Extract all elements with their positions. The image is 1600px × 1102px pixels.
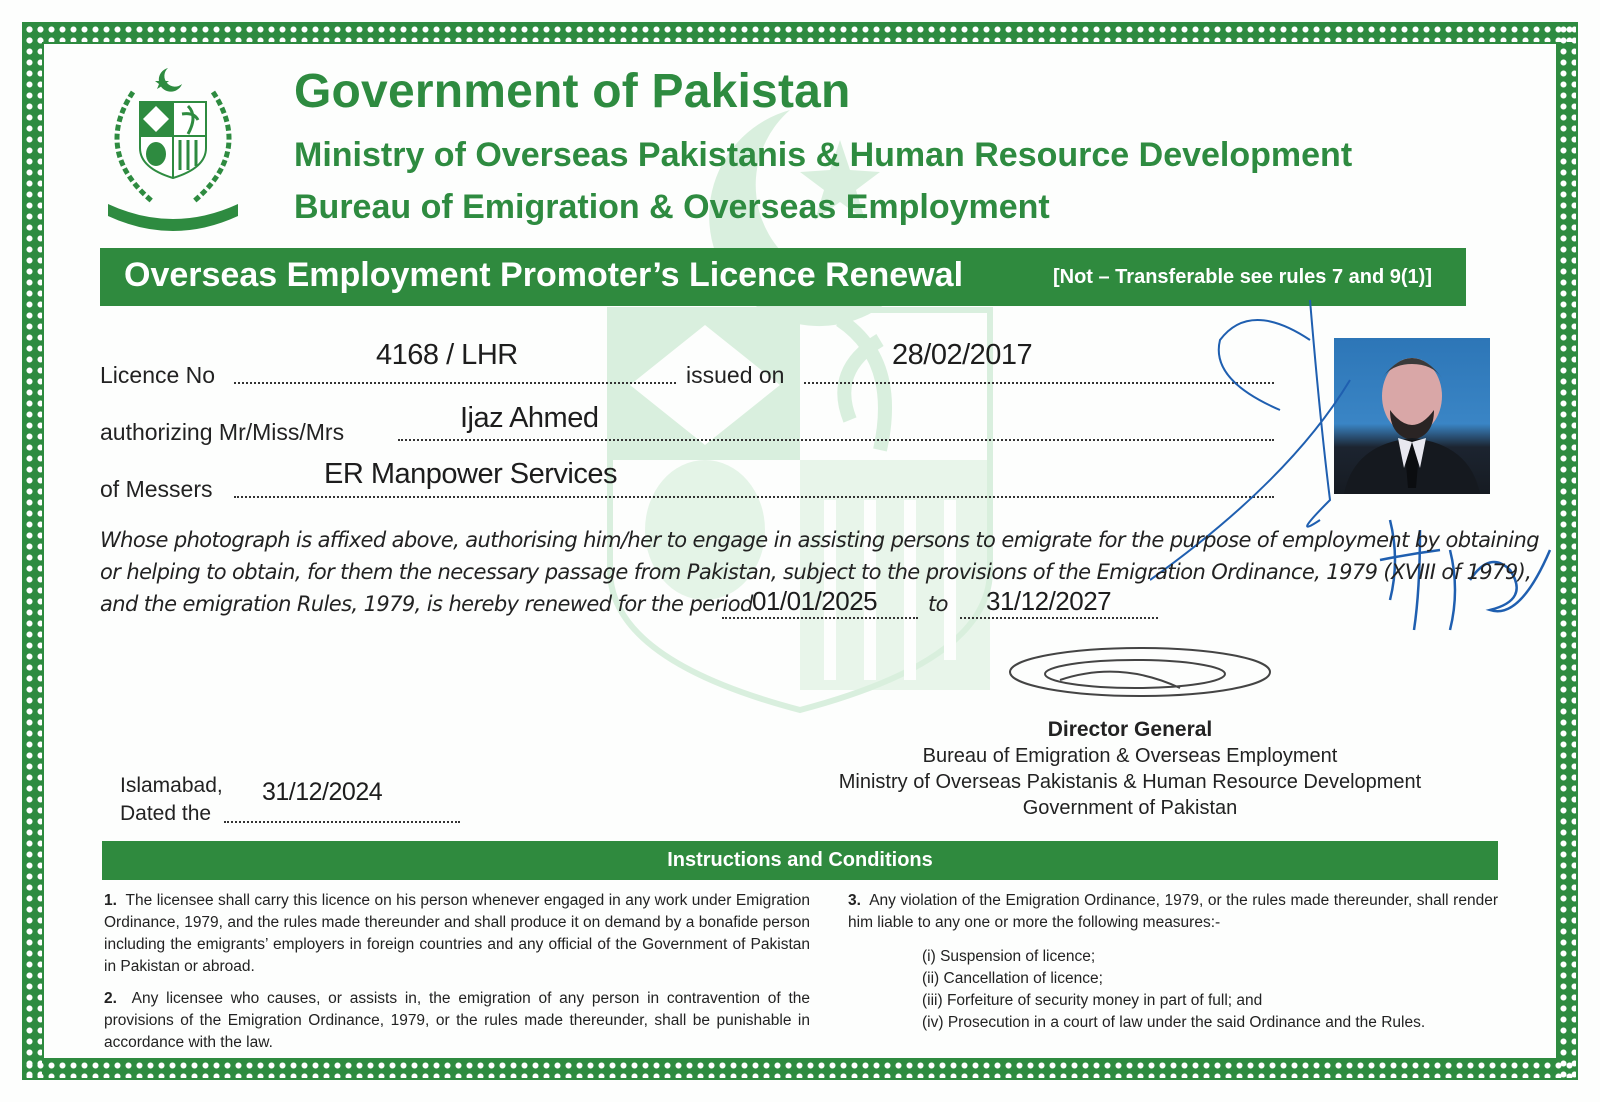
issued-on-value: 28/02/2017 (892, 339, 1033, 371)
period-to-label: to (928, 592, 948, 616)
authorisation-text-line-1: Whose photograph is affixed above, authorising him/her to engage in assisting persons to emigrate for the purpose of employment by obtaining (100, 528, 1539, 552)
instruction-number: 2. (104, 990, 117, 1007)
dated-value: 31/12/2024 (262, 778, 383, 806)
signatory-line-1: Bureau of Emigration & Overseas Employment (922, 745, 1338, 767)
measures-list (922, 946, 1425, 1034)
period-to-value: 31/12/2027 (986, 586, 1112, 616)
instruction-item-1 (104, 890, 810, 978)
period-to-line (960, 617, 1158, 619)
authorizing-name-value: Ijaz Ahmed (460, 402, 599, 434)
measure-item: (ii) Cancellation of licence; (922, 970, 1103, 987)
messers-label: of Messers (100, 476, 213, 502)
handwritten-signature-icon (1150, 280, 1570, 660)
measure-item: (i) Suspension of licence; (922, 948, 1096, 965)
measure-item: (iv) Prosecution in a court of law under the said Ordinance and the Rules. (922, 1014, 1426, 1031)
instructions-banner (102, 841, 1498, 880)
signatory-line-2: Ministry of Overseas Pakistanis & Human Resource Development (838, 771, 1422, 793)
dated-label: Dated the (120, 802, 212, 825)
header-ministry: Ministry of Overseas Pakistanis & Human Resource Development (294, 136, 1353, 174)
licence-no-line (234, 382, 676, 384)
authorisation-text-line-2: or helping to obtain, for them the necessary passage from Pakistan, subject to the provisions of the Emigration Ordinance, 1979 (XVIII of 1979), (100, 560, 1532, 584)
messers-name-value: ER Manpower Services (324, 458, 617, 490)
measure-item: (iii) Forfeiture of security money in part of full; and (922, 992, 1263, 1009)
dated-line (224, 821, 460, 823)
watermark-emblem-icon (540, 80, 1060, 720)
messers-line (234, 496, 1274, 498)
signatory-block (780, 718, 1480, 820)
period-from-line (722, 617, 918, 619)
instruction-item-2 (104, 988, 810, 1054)
header-bureau: Bureau of Emigration & Overseas Employment (294, 188, 1050, 226)
authorizing-label: authorizing Mr/Miss/Mrs (100, 419, 345, 445)
issued-on-label: issued on (686, 362, 785, 388)
licence-no-label: Licence No (100, 362, 216, 388)
instruction-item-3 (848, 890, 1498, 934)
signatory-line-3: Government of Pakistan (1022, 797, 1238, 819)
place-city: Islamabad, (120, 774, 223, 797)
state-emblem-icon (98, 62, 248, 232)
director-signature-icon (1000, 640, 1290, 710)
instructions-title: Instructions and Conditions (667, 849, 933, 871)
banner-title: Overseas Employment Promoter’s Licence Renewal (124, 256, 964, 294)
banner-note: [Not – Transferable see rules 7 and 9(1)] (1052, 266, 1432, 288)
signatory-title: Director General (1047, 718, 1213, 741)
authorisation-text-line-3: and the emigration Rules, 1979, is hereby renewed for the period (100, 592, 753, 616)
licence-no-value: 4168 / LHR (376, 339, 518, 371)
instruction-text: Any violation of the Emigration Ordinance, 1979, or the rules made thereunder, shall render him liable to any one or more the following measures:- (848, 892, 1498, 931)
instruction-text: Any licensee who causes, or assists in, the emigration of any person in contravention of the provisions of the Emigration Ordinance, 1979, or the rules made thereunder, shall be punishable in accordance with the law. (104, 990, 811, 1051)
authorizing-line (398, 439, 1274, 441)
instruction-text: The licensee shall carry this licence on his person whenever engaged in any work under Emigration Ordinance, 1979, and the rules made thereunder and shall produce it on demand by a bonafide person including the emigrants’ employers in foreign countries and any official of the Government of Pakistan in Pakistan or abroad. (104, 892, 810, 975)
header-title: Government of Pakistan (294, 65, 851, 118)
instruction-number: 3. (848, 892, 861, 909)
instruction-number: 1. (104, 892, 117, 909)
period-from-value: 01/01/2025 (752, 586, 878, 616)
